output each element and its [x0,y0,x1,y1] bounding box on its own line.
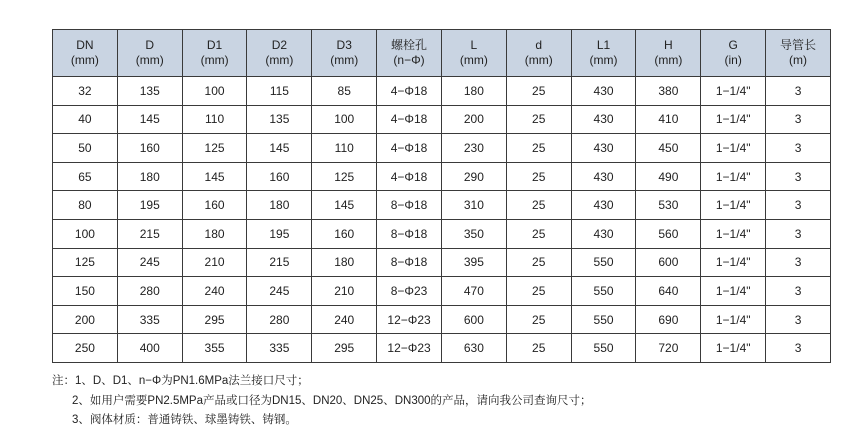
header-small-d [506,30,571,77]
header-conduit-length [766,30,831,77]
table-cell: 25 [506,162,571,191]
table-cell: 1−1/4" [701,305,766,334]
table-row [53,77,831,106]
table-cell: 160 [182,191,247,220]
table-header [53,30,831,77]
table-cell: 550 [571,305,636,334]
header-l1-label: L1 [596,38,611,52]
header-d-label: D [145,38,155,52]
table-cell: 125 [312,162,377,191]
table-row [53,277,831,306]
table-cell: 550 [571,277,636,306]
table-cell: 245 [247,277,312,306]
header-small-d-unit: (mm) [524,53,553,67]
table-cell: 100 [182,77,247,106]
header-dn [53,30,118,77]
table-cell: 630 [441,334,506,363]
header-g-label: G [728,38,738,52]
table-cell: 335 [247,334,312,363]
table-cell: 180 [441,77,506,106]
table-cell: 335 [117,305,182,334]
table-cell: 12−Φ23 [377,305,442,334]
table-cell: 8−Φ18 [377,219,442,248]
table-cell: 100 [53,219,118,248]
table-cell: 3 [766,334,831,363]
header-d1 [182,30,247,77]
table-cell: 65 [53,162,118,191]
table-row [53,105,831,134]
table-cell: 530 [636,191,701,220]
table-row [53,219,831,248]
table-cell: 310 [441,191,506,220]
table-cell: 125 [182,134,247,163]
table-cell: 145 [182,162,247,191]
table-cell: 160 [247,162,312,191]
table-cell: 490 [636,162,701,191]
table-cell: 3 [766,277,831,306]
table-cell: 195 [117,191,182,220]
header-d1-unit: (mm) [200,53,229,67]
table-cell: 4−Φ18 [377,105,442,134]
table-cell: 180 [117,162,182,191]
table-cell: 12−Φ23 [377,334,442,363]
table-cell: 430 [571,162,636,191]
header-h [636,30,701,77]
table-cell: 1−1/4" [701,191,766,220]
table-cell: 3 [766,134,831,163]
table-cell: 3 [766,105,831,134]
header-l [441,30,506,77]
header-conduit-length-label: 导管长 [780,38,817,52]
table-cell: 295 [182,305,247,334]
table-cell: 145 [117,105,182,134]
table-cell: 1−1/4" [701,219,766,248]
table-cell: 200 [441,105,506,134]
table-cell: 135 [247,105,312,134]
table-cell: 280 [117,277,182,306]
table-cell: 180 [182,219,247,248]
table-cell: 380 [636,77,701,106]
header-dn-unit: (mm) [70,53,99,67]
note-3: 3、阀体材质：普通铸铁、球墨铸铁、铸钢。 [72,414,297,426]
header-d3-unit: (mm) [330,53,359,67]
header-bolt-holes-label: 螺栓孔 [391,38,428,52]
table-cell: 640 [636,277,701,306]
header-d3-label: D3 [336,38,352,52]
table-cell: 80 [53,191,118,220]
notes-section [52,372,592,431]
table-cell: 3 [766,191,831,220]
table-cell: 25 [506,248,571,277]
header-l1 [571,30,636,77]
table-cell: 195 [247,219,312,248]
note-2: 2、如用户需要PN2.5MPa产品或口径为DN15、DN20、DN25、DN300的产品，请向我公司查询尺寸； [72,394,592,407]
table-cell: 150 [53,277,118,306]
table-cell: 295 [312,334,377,363]
table-cell: 1−1/4" [701,105,766,134]
table-cell: 25 [506,277,571,306]
table-cell: 210 [182,248,247,277]
table-cell: 250 [53,334,118,363]
table-cell: 410 [636,105,701,134]
table-cell: 4−Φ18 [377,162,442,191]
table-cell: 350 [441,219,506,248]
header-d2 [247,30,312,77]
header-d3 [312,30,377,77]
header-bolt-holes-unit: (n−Φ) [393,53,425,67]
table-cell: 240 [312,305,377,334]
table-cell: 25 [506,191,571,220]
table-cell: 125 [53,248,118,277]
table-row [53,334,831,363]
table-cell: 8−Φ18 [377,248,442,277]
table-cell: 720 [636,334,701,363]
table-cell: 430 [571,134,636,163]
table-cell: 3 [766,77,831,106]
table-cell: 1−1/4" [701,248,766,277]
table-cell: 25 [506,77,571,106]
table-cell: 110 [182,105,247,134]
header-l-label: L [470,38,478,52]
table-cell: 50 [53,134,118,163]
dimension-spec-table [52,29,831,363]
table-cell: 690 [636,305,701,334]
table-cell: 135 [117,77,182,106]
table-cell: 25 [506,219,571,248]
table-cell: 25 [506,134,571,163]
table-row [53,134,831,163]
table-cell: 1−1/4" [701,162,766,191]
table-cell: 230 [441,134,506,163]
table-cell: 200 [53,305,118,334]
table-cell: 280 [247,305,312,334]
table-cell: 560 [636,219,701,248]
header-d-unit: (mm) [135,53,164,67]
table-row [53,191,831,220]
table-cell: 430 [571,191,636,220]
table-cell: 85 [312,77,377,106]
table-cell: 100 [312,105,377,134]
table-cell: 290 [441,162,506,191]
table-cell: 180 [312,248,377,277]
table-cell: 1−1/4" [701,334,766,363]
table-cell: 4−Φ18 [377,134,442,163]
table-cell: 1−1/4" [701,77,766,106]
table-cell: 180 [247,191,312,220]
table-cell: 8−Φ18 [377,191,442,220]
header-l-unit: (mm) [459,53,488,67]
table-cell: 210 [312,277,377,306]
table-cell: 3 [766,219,831,248]
table-cell: 215 [117,219,182,248]
table-cell: 3 [766,248,831,277]
table-body [53,77,831,363]
table-cell: 600 [636,248,701,277]
header-bolt-holes [377,30,442,77]
header-h-label: H [664,38,673,52]
table-row [53,162,831,191]
table-cell: 450 [636,134,701,163]
table-cell: 550 [571,248,636,277]
table-row [53,248,831,277]
table-cell: 40 [53,105,118,134]
header-small-d-label: d [535,38,543,52]
table-cell: 430 [571,219,636,248]
spec-table-container [52,29,831,363]
table-cell: 600 [441,305,506,334]
table-cell: 3 [766,162,831,191]
table-cell: 4−Φ18 [377,77,442,106]
table-cell: 25 [506,305,571,334]
table-cell: 395 [441,248,506,277]
table-cell: 32 [53,77,118,106]
table-cell: 400 [117,334,182,363]
header-h-unit: (mm) [654,53,683,67]
header-row [53,30,831,77]
header-d [117,30,182,77]
header-l1-unit: (mm) [589,53,618,67]
table-cell: 145 [312,191,377,220]
header-dn-label: DN [76,38,94,52]
header-d1-label: D1 [206,38,223,52]
table-cell: 1−1/4" [701,134,766,163]
table-cell: 245 [117,248,182,277]
table-cell: 8−Φ23 [377,277,442,306]
table-cell: 25 [506,334,571,363]
table-row [53,305,831,334]
header-d2-label: D2 [271,38,288,52]
table-cell: 160 [312,219,377,248]
note-1: 注：1、D、D1、n−Φ为PN1.6MPa法兰接口尺寸； [52,375,309,387]
table-cell: 240 [182,277,247,306]
table-cell: 1−1/4" [701,277,766,306]
table-cell: 355 [182,334,247,363]
table-cell: 550 [571,334,636,363]
table-cell: 3 [766,305,831,334]
table-cell: 110 [312,134,377,163]
header-d2-unit: (mm) [265,53,294,67]
table-cell: 430 [571,105,636,134]
table-cell: 145 [247,134,312,163]
table-cell: 215 [247,248,312,277]
table-cell: 25 [506,105,571,134]
table-cell: 160 [117,134,182,163]
header-g-unit: (in) [724,53,742,67]
table-cell: 430 [571,77,636,106]
header-conduit-length-unit: (m) [789,53,808,67]
table-cell: 470 [441,277,506,306]
table-cell: 115 [247,77,312,106]
header-g [701,30,766,77]
